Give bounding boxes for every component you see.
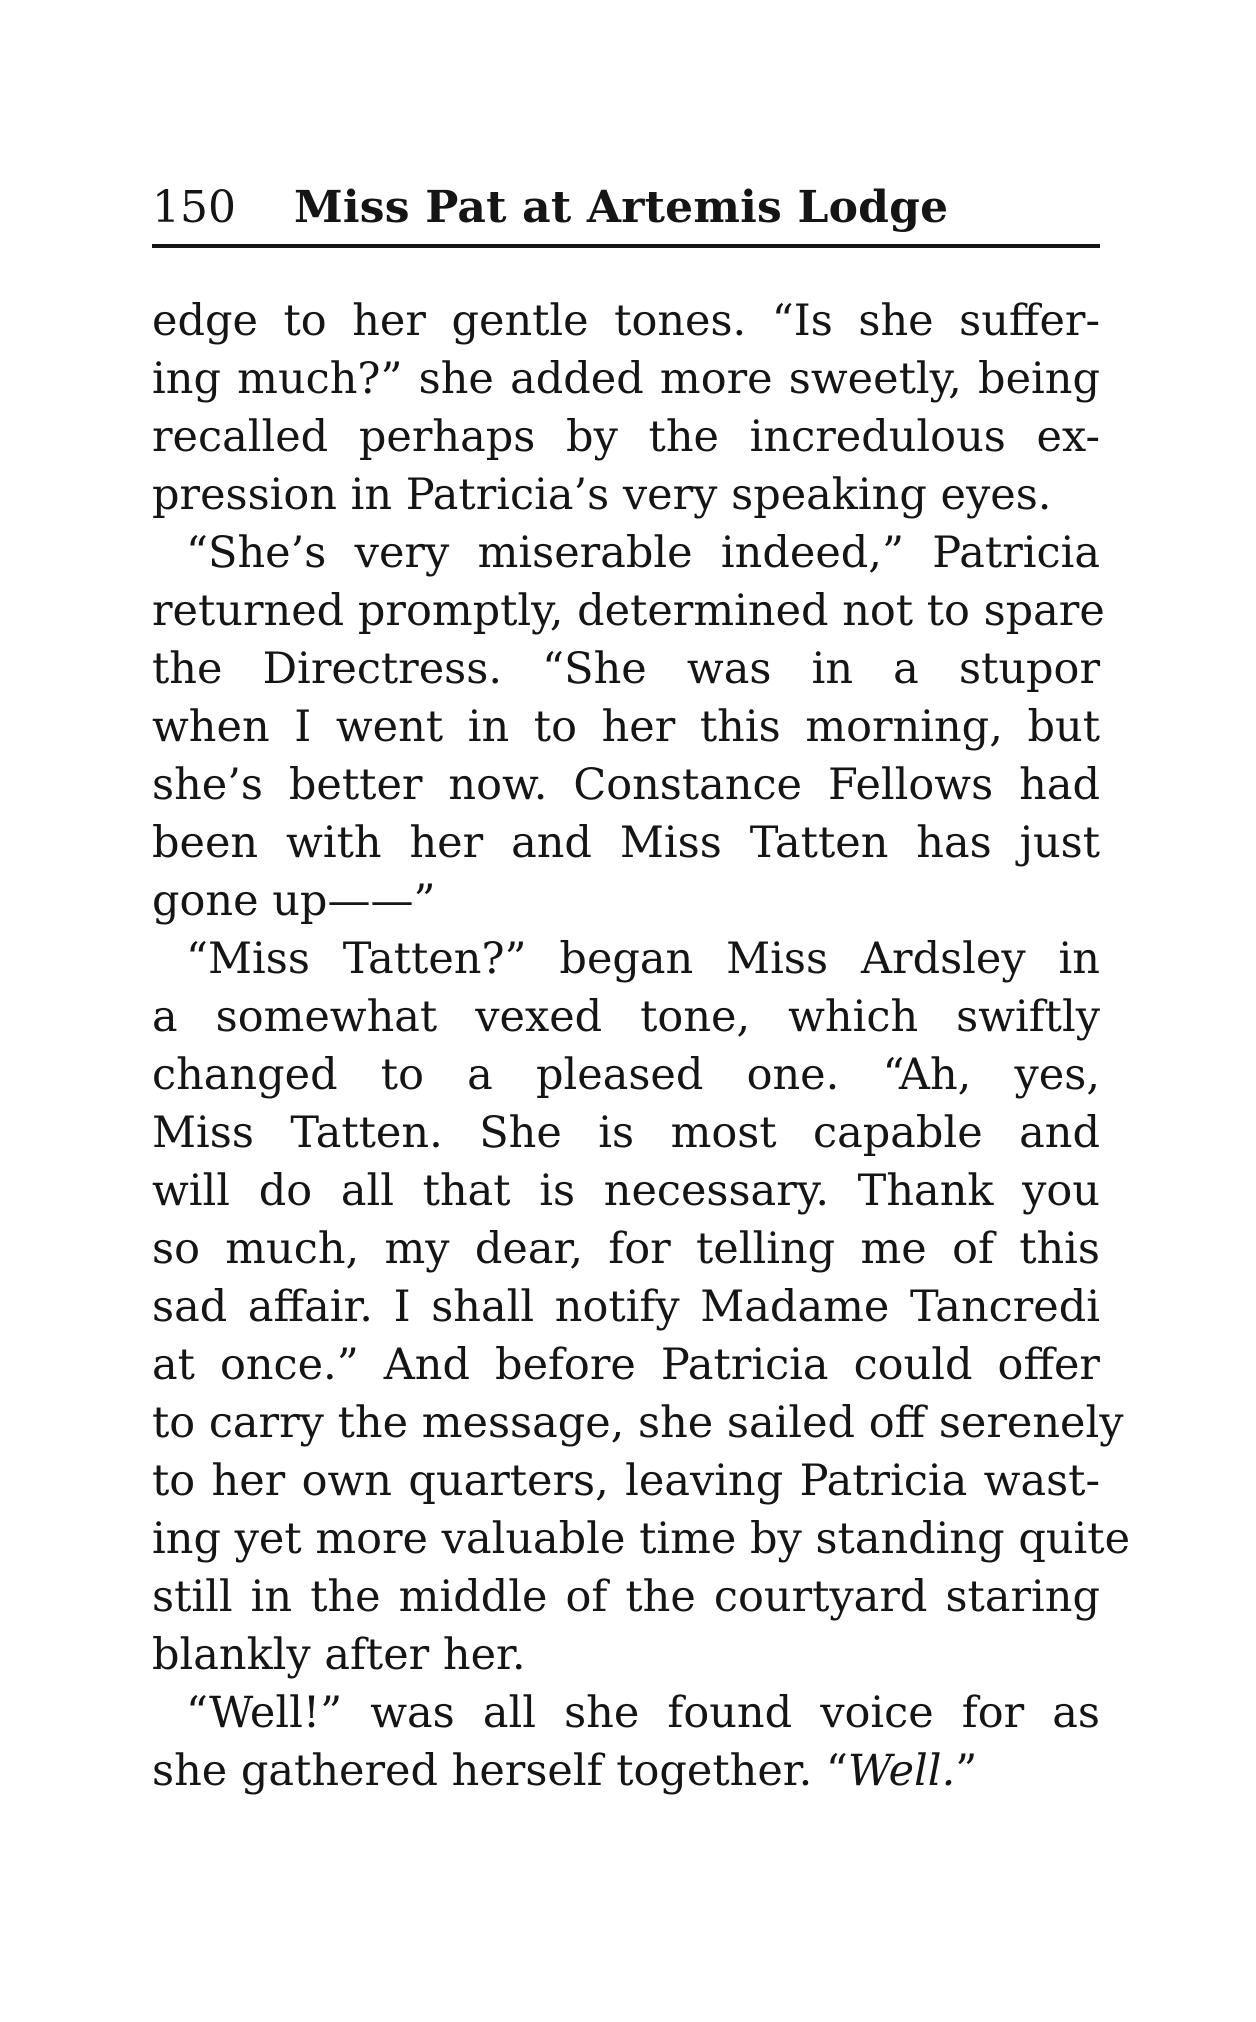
text-line: pression in Patricia’s very speaking eyes. [152, 470, 1052, 520]
text-line: ing much?” she added more sweetly, being [152, 354, 1100, 404]
final-italic-word: Well. [847, 1746, 956, 1796]
text-line: she’s better now. Constance Fellows had [152, 760, 1100, 810]
text-line: gone up——” [152, 876, 436, 926]
text-line: changed to a pleased one. “Ah, yes, [152, 1050, 1100, 1100]
final-line [152, 1742, 1100, 1800]
text-line: the Directress. “She was in a stupor [152, 644, 1100, 694]
text-line: returned promptly, determined not to spare [152, 586, 1105, 636]
text-line: a somewhat vexed tone, which swiftly [152, 992, 1100, 1042]
running-title: Miss Pat at Artemis Lodge [293, 182, 949, 233]
text-line: “Miss Tatten?” began Miss Ardsley in [186, 934, 1100, 984]
text-line: edge to her gentle tones. “Is she suffer- [152, 296, 1100, 346]
final-close-quote: ” [955, 1746, 978, 1796]
text-line: recalled perhaps by the incredulous ex- [152, 412, 1100, 462]
text-line: blankly after her. [152, 1630, 526, 1680]
page-header [152, 168, 1100, 248]
text-line: at once.” And before Patricia could offer [152, 1340, 1100, 1390]
text-line: “Well!” was all she found voice for as [186, 1688, 1100, 1738]
text-line: to carry the message, she sailed off serenely [152, 1398, 1124, 1448]
text-line: so much, my dear, for telling me of this [152, 1224, 1100, 1274]
text-line: will do all that is necessary. Thank you [152, 1166, 1100, 1216]
text-line: ing yet more valuable time by standing quite [152, 1514, 1131, 1564]
text-line: sad affair. I shall notify Madame Tancredi [152, 1282, 1100, 1332]
text-line: “She’s very miserable indeed,” Patricia [186, 528, 1100, 578]
page-number: 150 [152, 182, 236, 233]
text-line: Miss Tatten. She is most capable and [152, 1108, 1100, 1158]
text-line: been with her and Miss Tatten has just [152, 818, 1100, 868]
body-text [152, 292, 1131, 1800]
text-line: still in the middle of the courtyard staring [152, 1572, 1100, 1622]
final-line-text: she gathered herself together. “ [152, 1746, 848, 1796]
text-line: when I went in to her this morning, but [152, 702, 1100, 752]
text-line: to her own quarters, leaving Patricia wast- [152, 1456, 1100, 1506]
